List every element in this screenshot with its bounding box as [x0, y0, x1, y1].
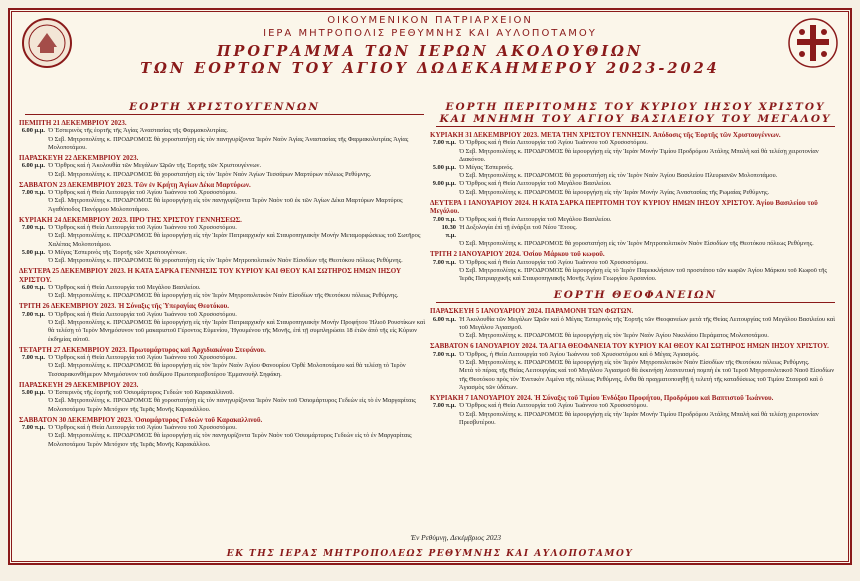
- issue-date: Ἐν Ρεθύμνῃ, Δεκέμβριος 2023: [410, 533, 501, 542]
- service-time: [19, 232, 48, 248]
- service-time: [19, 319, 48, 344]
- service-time: [19, 292, 48, 300]
- day-title: ΠΑΡΑΣΚΕΥΗ 29 ΔΕΚΕΜΒΡΙΟΥ 2023.: [19, 380, 139, 389]
- section-circumcision-line2: ΚΑΙ ΜΝΗΜΗ ΤΟΥ ΑΓΙΟΥ ΒΑΣΙΛΕΙΟΥ ΤΟΥ ΜΕΓΑΛΟΥ: [439, 113, 832, 125]
- service-row: [19, 354, 430, 362]
- service-row: [19, 257, 430, 265]
- service-description: Ὁ Ὄρθρος καὶ ἡ Θεία Λειτουργία τοῦ Ἁγίου Ἰωάννου τοῦ Χρυσοστόμου.: [48, 424, 237, 432]
- day-title: ΚΥΡΙΑΚΗ 7 ΙΑΝΟΥΑΡΙΟΥ 2024. Ἡ Σύναξις τοῦ Τιμίου Ἐνδόξου Προφήτου, Προδρόμου καὶ Βαπτιστοῦ Ἰωάννου.: [430, 393, 774, 402]
- service-description: Ὁ Σεβ. Μητροπολίτης κ. ΠΡΟΔΡΟΜΟΣ θὰ χοροστατήσῃ εἰς τὸν Ἱερὸν Ναὸν Ἁγίου Βασιλείου Πλευριανῶν Μολοποτάμου.: [459, 172, 778, 180]
- service-time: [430, 267, 459, 283]
- day-title: ΚΥΡΙΑΚΗ 31 ΔΕΚΕΜΒΡΙΟΥ 2023. ΜΕΤΑ ΤΗΝ ΧΡΙΣΤΟΥ ΓΕΝΝΗΣΙΝ. Ἀπόδοσις τῆς Ἑορτῆς τῶν Χριστουγέννων.: [430, 131, 781, 139]
- right-column: [430, 101, 841, 449]
- service-row: [19, 224, 430, 232]
- service-description: Ὁ Σεβ. Μητροπολίτης κ. ΠΡΟΔΡΟΜΟΣ θὰ ἱερουργήσῃ εἰς τὸν Ἱερὸν Μητροπολιτικὸν Ναὸν Εἰσοδίων τῆς Θεοτόκου πόλεως Ρεθύμνης.: [48, 292, 399, 300]
- day-title: ΔΕΥΤΕΡΑ 25 ΔΕΚΕΜΒΡΙΟΥ 2023. Η ΚΑΤΑ ΣΑΡΚΑ ΓΕΝΝΗΣΙΣ ΤΟΥ ΚΥΡΙΟΥ ΚΑΙ ΘΕΟΥ ΚΑΙ ΣΩΤΗΡΟΣ ΗΜΩΝ ΙΗΣΟΥ ΧΡΙΣΤΟΥ.: [19, 267, 402, 284]
- service-description: Ὁ Ὄρθρος καὶ ἡ Θεία Λειτουργία τοῦ Ἁγίου Ἰωάννου τοῦ Χρυσοστόμου.: [48, 189, 237, 197]
- service-row: [430, 267, 841, 283]
- section-christmas-title: ΕΟΡΤΗ ΧΡΙΣΤΟΥΓΕΝΝΩΝ: [25, 101, 424, 115]
- service-row: [430, 180, 841, 188]
- day-title: ΠΑΡΑΣΚΕΥΗ 22 ΔΕΚΕΜΒΡΙΟΥ 2023.: [19, 154, 139, 163]
- service-row: [430, 224, 841, 240]
- circumcision-schedule: [430, 131, 841, 283]
- schedule-columns: [19, 101, 841, 449]
- metropolis-line: ΙΕΡΑ ΜΗΤΡΟΠΟΛΙΣ ΡΕΘΥΜΝΗΣ ΚΑΙ ΑΥΛΟΠΟΤΑΜΟΥ: [263, 28, 597, 39]
- service-time: 7.00 π.μ.: [432, 402, 456, 410]
- day-title: ΤΕΤΑΡΤΗ 27 ΔΕΚΕΜΒΡΙΟΥ 2023. Πρωτομάρτυρος καὶ Ἀρχιδιακόνου Στεφάνου.: [19, 345, 266, 354]
- service-description: Ὁ Ὄρθρος καὶ ἡ Θεία Λειτουργία τοῦ Ἁγίου Ἰωάννου τοῦ Χρυσοστόμου.: [459, 139, 648, 147]
- service-time: [430, 189, 459, 197]
- service-time: 6.00 μ.μ.: [21, 162, 45, 170]
- left-column: [19, 101, 430, 449]
- service-description: Ὁ Σεβ. Μητροπολίτης κ. ΠΡΟΔΡΟΜΟΣ θὰ ἱερουργήσῃ εἰς τὸν Ἱερὸν Μητροπολιτικὸν Ναὸν Εἰσοδίων τῆς Θεοτόκου πόλεως Ρεθύμνης.: [459, 359, 810, 367]
- service-description: Ὁ Σεβ. Μητροπολίτης κ. ΠΡΟΔΡΟΜΟΣ θὰ ἱερουργήσῃ εἰς τὴν Ἱερὰν Μονὴν Τιμίου Προδρόμου Ἀτάλης Μπαλὴ καὶ θὰ τελέσῃ χειροτονίαν Πρεσβυτέρου.: [459, 410, 819, 426]
- service-time: [430, 172, 459, 180]
- service-time: 7.00 π.μ.: [432, 350, 456, 358]
- service-time: 7.00 π.μ.: [21, 189, 45, 197]
- service-row: [19, 362, 430, 378]
- service-description: Ὁ Σεβ. Μητροπολίτης κ. ΠΡΟΔΡΟΜΟΣ θὰ χοροστατήσῃ εἰς τὸν Ἱερὸν Μητροπολιτικὸν Ναὸν Εἰσοδίων τῆς Θεοτόκου πόλεως Ρεθύμνης.: [48, 257, 403, 265]
- service-row: [19, 292, 430, 300]
- section-circumcision-title: [436, 101, 835, 127]
- service-row: [430, 216, 841, 224]
- service-description: Ὁ Ὄρθρος καὶ ἡ Θεία Λειτουργία τοῦ Ἁγίου Ἰωάννου τοῦ Χρυσοστόμου.: [459, 258, 648, 266]
- service-description: Ὁ Σεβ. Μητροπολίτης κ. ΠΡΟΔΡΟΜΟΣ θὰ χοροστατήσῃ εἰς τὸν πανηγυρίζοντα Ἱερὸν Ναὸν τοῦ Ὁσιομάρτυρος Γεδεὼν εἰς τὸ ἐν Μαργαρίταις Μολοποτάμου Ἱερὸν Μετόχιον τῆς Ἱερᾶς Μονῆς Καρακάλλου.: [48, 397, 416, 413]
- service-description: Ὁ Μέγας Ἑσπερινός.: [459, 164, 514, 172]
- program-page: [8, 8, 852, 565]
- service-description: Ὁ Σεβ. Μητροπολίτης κ. ΠΡΟΔΡΟΜΟΣ θὰ ἱερουργήσῃ εἰς τὴν Ἱερὰν Μονὴν Τιμίου Προδρόμου Ἀτάλης Μπαλὴ καὶ θὰ τελέσῃ χειροτονίαν Διακόνου.: [459, 147, 819, 163]
- service-row: [19, 319, 430, 344]
- service-description: Ὁ Ὄρθρος καὶ ἡ Ἀκολουθία τῶν Μεγάλων Ὡρῶν τῆς Ἑορτῆς τῶν Χριστουγέννων.: [48, 162, 262, 170]
- service-row: [430, 359, 841, 367]
- service-time: [19, 432, 48, 448]
- service-row: [19, 311, 430, 319]
- service-row: [430, 148, 841, 164]
- service-description: Ὁ Ὄρθρος, ἡ Θεία Λειτουργία τοῦ Ἁγίου Ἰωάννου τοῦ Χρυσοστόμου καὶ ὁ Μέγας Ἁγιασμός.: [459, 350, 700, 358]
- service-time: 5.00 μ.μ.: [21, 389, 45, 397]
- service-description: Ὁ Σεβ. Μητροπολίτης κ. ΠΡΟΔΡΟΜΟΣ θὰ χοροστατήσῃ εἰς τὸν Ἱερὸν Μητροπολιτικὸν Ναὸν Εἰσοδίων τῆς Θεοτόκου πόλεως Ρεθύμνης.: [459, 240, 814, 248]
- service-time: [19, 397, 48, 413]
- service-description: Ὁ Ὄρθρος καὶ ἡ Θεία Λειτουργία τοῦ Μεγάλου Βασιλείου.: [48, 284, 201, 292]
- day-title: ΠΕΜΠΤΗ 21 ΔΕΚΕΜΒΡΙΟΥ 2023.: [19, 119, 127, 127]
- patriarchate-seal-icon: [21, 17, 73, 69]
- service-description: Ὁ Σεβ. Μητροπολίτης κ. ΠΡΟΔΡΟΜΟΣ θὰ ἱερουργήσῃ εἰς τὴν Ἱερὰν Μονὴν Ἁγίας Ἀναστασίας τῆς Ρωμαίας Ρεθύμνης.: [459, 188, 770, 196]
- service-description: Ὁ Ὄρθρος καὶ ἡ Θεία Λειτουργία τοῦ Ἁγίου Ἰωάννου τοῦ Χρυσοστόμου.: [459, 402, 648, 410]
- service-time: 7.00 π.μ.: [432, 258, 456, 266]
- service-description: Ἡ Ἀκολουθία τῶν Μεγάλων Ὡρῶν καὶ ὁ Μέγας Ἑσπερινὸς τῆς Ἑορτῆς τῶν Θεοφανείων μετὰ τῆς Θείας Λειτουργίας τοῦ Μεγάλου Βασιλείου καὶ τοῦ Μεγάλου Ἁγιασμοῦ.: [459, 315, 835, 332]
- service-time: 10.30 π.μ.: [441, 223, 456, 240]
- service-time: [430, 240, 459, 248]
- service-description: Ὁ Σεβ. Μητροπολίτης κ. ΠΡΟΔΡΟΜΟΣ θὰ χοροστατήσῃ εἰς τὸν Ἱερὸν Ναὸν Ἁγίων Τεσσάρων Μαρτύρων πόλεως Ρεθύμνης.: [48, 170, 372, 178]
- service-time: [430, 332, 459, 340]
- page-subtitle: ΤΩΝ ΕΟΡΤΩΝ ΤΟΥ ΑΓΙΟΥ ΔΩΔΕΚΑΗΜΕΡΟΥ 2023-2024: [140, 60, 720, 77]
- service-row: [19, 249, 430, 257]
- service-row: [19, 171, 430, 179]
- service-row: [430, 367, 841, 392]
- service-time: 6.00 π.μ.: [432, 315, 456, 323]
- theophany-schedule: [430, 307, 841, 426]
- service-description: Ὁ Σεβ. Μητροπολίτης κ. ΠΡΟΔΡΟΜΟΣ θὰ ἱερουργήσῃ εἰς τὸν Ἱερὸν Ναὸν Ἁγίου Φανουρίου Ὀρθὲ Μολοποτάμου καὶ θὰ τελέσῃ τὸ Ἱερὸν Τεσσαρακονθήμερον Μνημόσυνον τοῦ ἀοιδίμου Πρωτοπρεσβυτέρου Ἐμμανουὴλ Σηφάκη.: [48, 362, 406, 378]
- service-time: 7.00 π.μ.: [21, 224, 45, 232]
- service-description: Ὁ Μέγας Ἑσπερινὸς τῆς Ἑορτῆς τῶν Χριστουγέννων.: [48, 248, 187, 256]
- service-row: [430, 332, 841, 340]
- service-row: [19, 162, 430, 170]
- service-time: 7.00 π.μ.: [432, 139, 456, 147]
- service-row: [430, 411, 841, 427]
- service-description: Ὁ Ὄρθρος καὶ ἡ Θεία Λειτουργία τοῦ Ἁγίου Ἰωάννου τοῦ Χρυσοστόμου.: [48, 224, 237, 232]
- day-title: ΚΥΡΙΑΚΗ 24 ΔΕΚΕΜΒΡΙΟΥ 2023. ΠΡΟ ΤΗΣ ΧΡΙΣΤΟΥ ΓΕΝΝΗΣΕΩΣ.: [19, 215, 242, 224]
- day-title: ΣΑΒΒΑΤΟΝ 30 ΔΕΚΕΜΒΡΙΟΥ 2023. Ὁσιομάρτυρος Γεδεὼν τοῦ Καρακαλλινοῦ.: [19, 415, 263, 424]
- service-description: Ὁ Σεβ. Μητροπολίτης κ. ΠΡΟΔΡΟΜΟΣ θὰ ἱερουργήσῃ εἰς τὴν Ἱερὰν Πατριαρχικὴν καὶ Σταυροπηγιακὴν Μονὴν Προφήτου Ἠλιοῦ Ρουστίκων καὶ θὰ τελέσῃ τὸ Ἱερὸν Μνημόσυνον τοῦ μακαριστοῦ Γέροντος Εὐμενίου, Ἡγουμένου τῆς Μονῆς, ἐπὶ τῇ συμπληρώσει 18 ἐτῶν ἀπὸ τῆς εἰς Κύριον ἐκδημίας αὐτοῦ.: [48, 319, 426, 343]
- service-time: [430, 359, 459, 367]
- service-description: Ὁ Ὄρθρος καὶ ἡ Θεία Λειτουργία τοῦ Μεγάλου Βασιλείου.: [459, 215, 612, 223]
- service-row: [430, 240, 841, 248]
- service-row: [19, 424, 430, 432]
- service-description: Ὁ Σεβ. Μητροπολίτης κ. ΠΡΟΔΡΟΜΟΣ θὰ ἱερουργήσῃ εἰς τὸν πανηγυρίζοντα Ἱερὸν Ναὸν τοῦ Ὁσιομάρτυρος Γεδεὼν εἰς τὸ ἐν Μαργαρίταις Μολοποτάμου Ἱερὸν Μετόχιον τῆς Ἱερᾶς Μονῆς Καρακάλλου.: [48, 432, 412, 448]
- day-title: ΤΡΙΤΗ 2 ΙΑΝΟΥΑΡΙΟΥ 2024. Ὁσίου Μάρκου τοῦ κωφοῦ.: [430, 250, 605, 259]
- service-description: Ὁ Ὄρθρος καὶ ἡ Θεία Λειτουργία τοῦ Ἁγίου Ἰωάννου τοῦ Χρυσοστόμου.: [48, 310, 237, 318]
- day-title: ΔΕΥΤΕΡΑ 1 ΙΑΝΟΥΑΡΙΟΥ 2024. Η ΚΑΤΑ ΣΑΡΚΑ ΠΕΡΙΤΟΜΗ ΤΟΥ ΚΥΡΙΟΥ ΗΜΩΝ ΙΗΣΟΥ ΧΡΙΣΤΟΥ. Ἁγίου Βασιλείου τοῦ Μεγάλου.: [430, 198, 818, 216]
- service-description: Ὁ Σεβ. Μητροπολίτης κ. ΠΡΟΔΡΟΜΟΣ θὰ ἱερουργήσῃ εἰς τὸν πανηγυρίζοντα Ἱερὸν Ναὸν τοῦ ἐκ τῶν Ἁγίων Δέκα Μαρτύρων Μαρτύρος Ἀγαθόποδος Πανόρμου Μολοποτάμου.: [48, 197, 403, 213]
- service-time: 5.00 μ.μ.: [21, 248, 45, 256]
- service-row: [430, 402, 841, 410]
- day-title: ΣΑΒΒΑΤΟΝ 23 ΔΕΚΕΜΒΡΙΟΥ 2023. Τῶν ἐν Κρήτῃ Ἁγίων Δέκα Μαρτύρων.: [19, 180, 251, 189]
- service-description: Ἡ Δοξολογία ἐπὶ τῇ ἐνάρξει τοῦ Νέου Ἔτους.: [459, 223, 577, 231]
- service-time: 7.00 π.μ.: [21, 354, 45, 362]
- service-time: 7.00 π.μ.: [432, 215, 456, 223]
- service-row: [19, 189, 430, 197]
- service-time: [19, 257, 48, 265]
- service-description: Ὁ Ἑσπερινὸς τῆς ἑορτῆς τοῦ Ὁσιομάρτυρος Γεδεὼν τοῦ Καρακαλλινοῦ.: [48, 389, 234, 397]
- service-time: [430, 411, 459, 427]
- service-row: [430, 189, 841, 197]
- service-row: [430, 259, 841, 267]
- service-row: [19, 284, 430, 292]
- service-time: [430, 367, 459, 392]
- service-row: [430, 172, 841, 180]
- service-description: Ὁ Σεβ. Μητροπολίτης κ. ΠΡΟΔΡΟΜΟΣ θὰ ἱερουργήσῃ εἰς τὴν Ἱερὰν Πατριαρχικὴν καὶ Σταυροπηγιακὴν Μονὴν Μεταμορφώσεως τοῦ Σωτῆρος Χαλέπας Μολοποτάμου.: [48, 232, 421, 248]
- service-row: [19, 432, 430, 448]
- service-description: Ὁ Σεβ. Μητροπολίτης κ. ΠΡΟΔΡΟΜΟΣ θὰ χοροστατήσῃ εἰς τὸν πανηγυρίζοντα Ἱερὸν Ναὸν Ἁγίας Ἀναστασίας τῆς Φαρμακολυτρίας Ἁγίας Μολοποτάμου.: [48, 135, 409, 151]
- service-row: [19, 127, 430, 135]
- service-time: [430, 148, 459, 164]
- service-time: 9.00 μ.μ.: [432, 180, 456, 188]
- service-row: [430, 164, 841, 172]
- issuer-line: ΕΚ ΤΗΣ ΙΕΡΑΣ ΜΗΤΡΟΠΟΛΕΩΣ ΡΕΘΥΜΝΗΣ ΚΑΙ ΑΥΛΟΠΟΤΑΜΟΥ: [226, 549, 634, 559]
- service-time: 6.00 μ.μ.: [21, 127, 45, 135]
- service-row: [430, 139, 841, 147]
- section-theophany-title: ΕΟΡΤΗ ΘΕΟΦΑΝΕΙΩΝ: [436, 289, 835, 303]
- service-row: [19, 389, 430, 397]
- day-title: ΤΡΙΤΗ 26 ΔΕΚΕΜΒΡΙΟΥ 2023. Ἡ Σύναξις τῆς Ὑπεραγίας Θεοτόκου.: [19, 302, 230, 311]
- service-row: [19, 136, 430, 152]
- section-circumcision-line1: ΕΟΡΤΗ ΠΕΡΙΤΟΜΗΣ ΤΟΥ ΚΥΡΙΟΥ ΙΗΣΟΥ ΧΡΙΣΤΟΥ: [445, 101, 826, 113]
- service-time: [19, 197, 48, 213]
- service-time: [19, 136, 48, 152]
- christmas-schedule: [19, 119, 430, 449]
- service-row: [430, 316, 841, 332]
- service-description: Μετὰ τὸ πέρας τῆς Θείας Λειτουργίας καὶ τοῦ Μεγάλου Ἁγιασμοῦ θὰ ἐκκινήσῃ λιτανευτικὴ πομπὴ ἐκ τοῦ Ἱεροῦ Μητροπολιτικοῦ Ναοῦ Εἰσοδίων τῆς Θεοτόκου πρὸς τὸν Ἐνετικὸν Λιμένα τῆς πόλεως Ρεθύμνης, ἔνθα θὰ πραγματοποιηθῇ ἡ τελετὴ τῆς καταδύσεως τοῦ Τιμίου Σταυροῦ καὶ ὁ Ἁγιασμὸς τῶν ὑδάτων.: [459, 367, 835, 391]
- service-description: Ὁ Ὄρθρος καὶ ἡ Θεία Λειτουργία τοῦ Ἁγίου Ἰωάννου τοῦ Χρυσοστόμου.: [48, 354, 237, 362]
- service-row: [19, 397, 430, 413]
- service-time: 5.00 μ.μ.: [432, 164, 456, 172]
- service-row: [19, 232, 430, 248]
- page-header: [9, 15, 851, 77]
- service-row: [430, 351, 841, 359]
- service-time: [19, 171, 48, 179]
- service-time: 6.00 π.μ.: [21, 284, 45, 292]
- service-description: Ὁ Σεβ. Μητροπολίτης κ. ΠΡΟΔΡΟΜΟΣ θὰ ἱερουργήσῃ εἰς τὸν Ἱερὸν Ναὸν Ἁγίου Νικολάου Περάματος Μολοποτάμου.: [459, 332, 769, 340]
- service-time: [19, 362, 48, 378]
- day-title: ΣΑΒΒΑΤΟΝ 6 ΙΑΝΟΥΑΡΙΟΥ 2024. ΤΑ ΑΓΙΑ ΘΕΟΦΑΝΕΙΑ ΤΟΥ ΚΥΡΙΟΥ ΚΑΙ ΘΕΟΥ ΚΑΙ ΣΩΤΗΡΟΣ ΗΜΩΝ ΙΗΣΟΥ ΧΡΙΣΤΟΥ.: [430, 342, 829, 351]
- service-time: 7.00 π.μ.: [21, 424, 45, 432]
- service-description: Ὁ Ἑσπερινὸς τῆς ἑορτῆς τῆς Ἁγίας Ἀναστασίας τῆς Φαρμακολυτρίας.: [48, 127, 228, 135]
- service-description: Ὁ Σεβ. Μητροπολίτης κ. ΠΡΟΔΡΟΜΟΣ θὰ ἱερουργήσῃ εἰς τὸ Ἱερὸν Παρεκκλήσιον τοῦ προστάτου τῶν κωφῶν Ἁγίου Μάρκου τοῦ Κωφοῦ τῆς Ἱερᾶς Πατριαρχικῆς καὶ Σταυροπηγιακῆς Μονῆς Ἁγίου Γεωργίου Ἀρσανίου.: [459, 267, 827, 283]
- patriarchate-line: ΟΙΚΟΥΜΕΝΙΚΟΝ ΠΑΤΡΙΑΡΧΕΙΟΝ: [327, 15, 533, 26]
- service-row: [19, 197, 430, 213]
- service-description: Ὁ Ὄρθρος καὶ ἡ Θεία Λειτουργία τοῦ Μεγάλου Βασιλείου.: [459, 180, 612, 188]
- metropolis-emblem-icon: [787, 17, 839, 69]
- service-time: 7.00 π.μ.: [21, 310, 45, 318]
- day-title: ΠΑΡΑΣΚΕΥΗ 5 ΙΑΝΟΥΑΡΙΟΥ 2024. ΠΑΡΑΜΟΝΗ ΤΩΝ ΦΩΤΩΝ.: [430, 307, 634, 316]
- page-title: ΠΡΟΓΡΑΜΜΑ ΤΩΝ ΙΕΡΩΝ ΑΚΟΛΟΥΘΙΩΝ: [216, 43, 644, 60]
